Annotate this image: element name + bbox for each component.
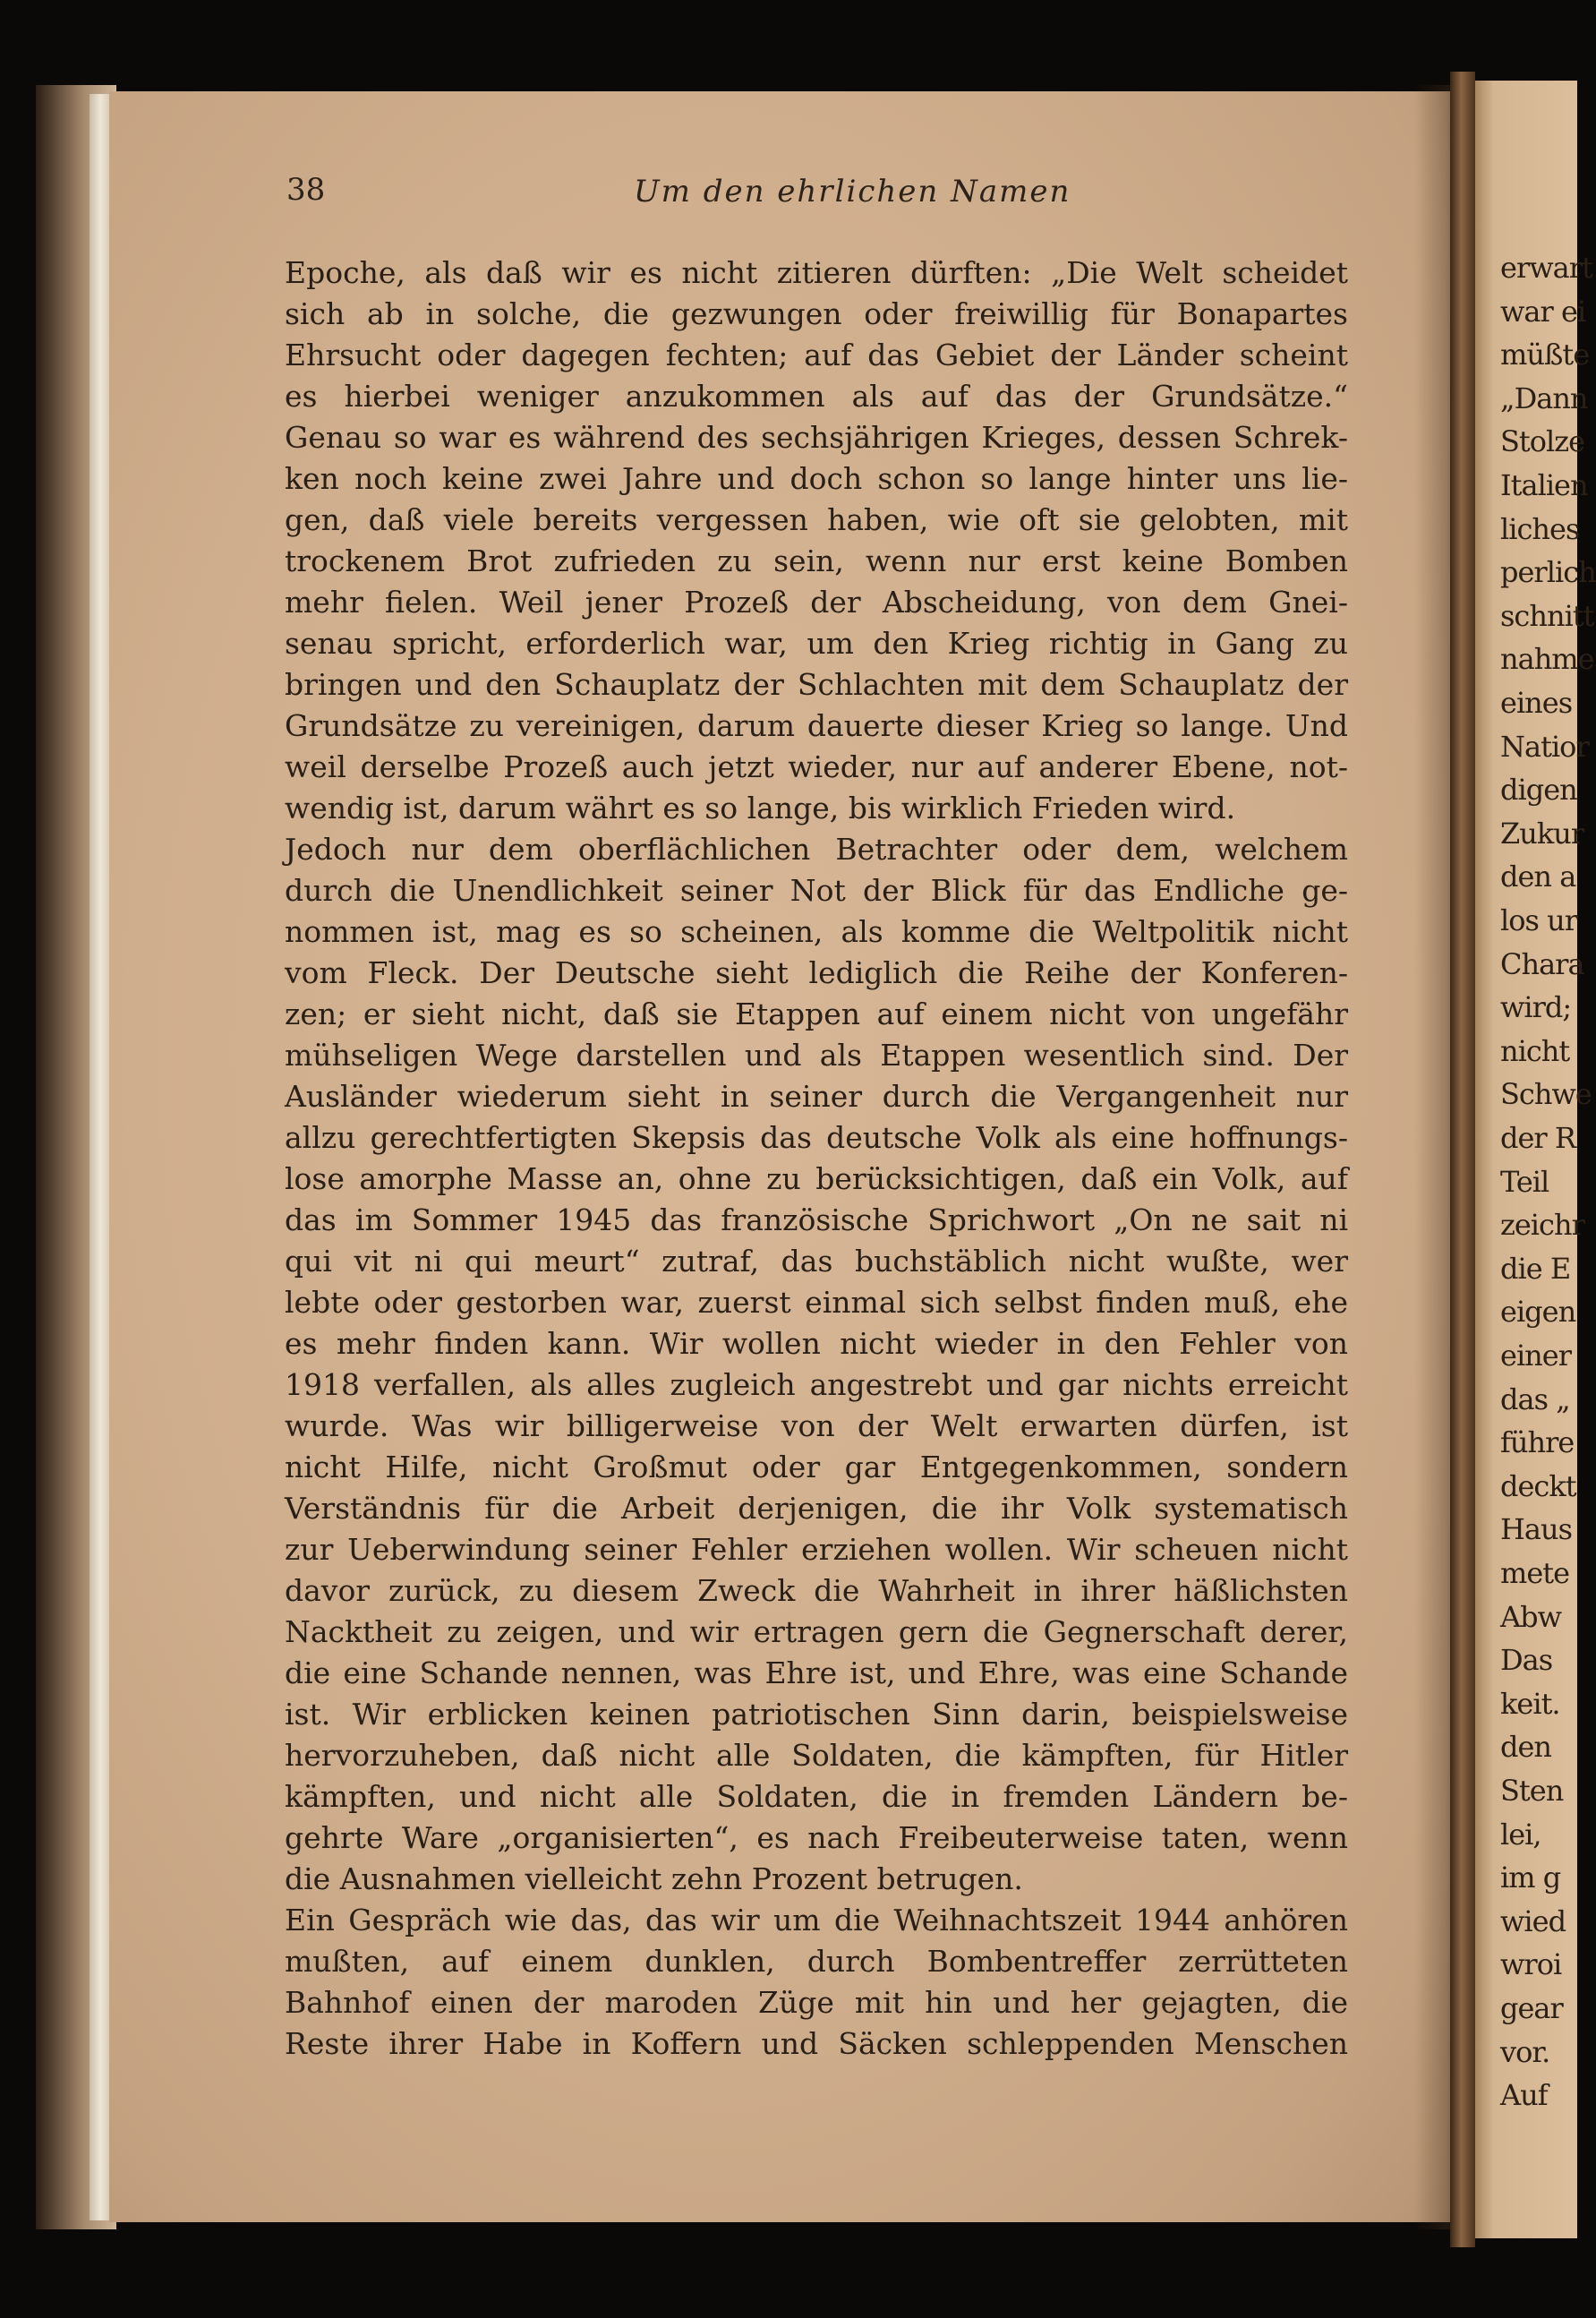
text-line: Genau so war es während des sechsjährigen Krieges, dessen Schrek- bbox=[285, 420, 1348, 455]
facing-page-fragment: im g bbox=[1500, 1860, 1561, 1895]
page-number: 38 bbox=[286, 172, 326, 208]
text-line: weil derselbe Prozeß auch jetzt wieder, nur auf anderer Ebene, not- bbox=[285, 749, 1348, 784]
text-line: gehrte Ware „organisierten“, es nach Freibeuterweise taten, wenn bbox=[285, 1820, 1348, 1855]
facing-page-fragment: perlich bbox=[1500, 555, 1596, 590]
facing-page-fragment: Italien bbox=[1500, 468, 1588, 502]
facing-page-fragment: los ur bbox=[1500, 903, 1577, 937]
text-line: hervorzuheben, daß nicht alle Soldaten, die kämpften, für Hitler bbox=[285, 1738, 1348, 1773]
facing-page-fragment: der R bbox=[1500, 1121, 1575, 1155]
text-line: gen, daß viele bereits vergessen haben, wie oft sie gelobten, mit bbox=[285, 502, 1348, 537]
facing-page-fragment: war ei bbox=[1500, 294, 1586, 329]
facing-page-fragment: mete bbox=[1500, 1556, 1570, 1590]
text-line: ist. Wir erblicken keinen patriotischen Sinn darin, beispielsweise bbox=[285, 1697, 1348, 1732]
text-line: allzu gerechtfertigten Skepsis das deutsche Volk als eine hoffnungs- bbox=[285, 1120, 1348, 1155]
text-line: Ein Gespräch wie das, das wir um die Weihnachtszeit 1944 anhören bbox=[285, 1903, 1348, 1937]
facing-page-fragment: keit. bbox=[1500, 1686, 1560, 1721]
text-line: mehr fielen. Weil jener Prozeß der Abscheidung, von dem Gnei- bbox=[285, 585, 1348, 620]
facing-page-fragment: Das bbox=[1500, 1643, 1553, 1678]
text-line: das im Sommer 1945 das französische Sprichwort „On ne sait ni bbox=[285, 1202, 1348, 1237]
body-text bbox=[285, 252, 1348, 2065]
text-line: es hierbei weniger anzukommen als auf das der Grundsätze.“ bbox=[285, 379, 1348, 414]
text-line: bringen und den Schauplatz der Schlachten mit dem Schauplatz der bbox=[285, 667, 1348, 702]
text-line: vom Fleck. Der Deutsche sieht lediglich die Reihe der Konferen- bbox=[285, 955, 1348, 990]
facing-page-fragment: gear bbox=[1500, 1991, 1563, 2025]
facing-page-fragment: Haus bbox=[1500, 1512, 1573, 1547]
facing-page-fragment: nahme bbox=[1500, 642, 1594, 677]
facing-page-fragment: einer bbox=[1500, 1339, 1572, 1373]
facing-page-fragment: Stolze bbox=[1500, 424, 1585, 459]
facing-page-fragment: die E bbox=[1500, 1251, 1571, 1286]
text-line: Epoche, als daß wir es nicht zitieren dürften: „Die Welt scheidet bbox=[285, 255, 1348, 290]
running-head bbox=[286, 172, 1361, 217]
text-line: die eine Schande nennen, was Ehre ist, und Ehre, was eine Schande bbox=[285, 1655, 1348, 1690]
facing-page-fragment: Sten bbox=[1500, 1774, 1564, 1808]
text-line: es mehr finden kann. Wir wollen nicht wieder in den Fehler von bbox=[285, 1326, 1348, 1361]
book-spine bbox=[1450, 72, 1475, 2247]
facing-page-fragment: Zukur bbox=[1500, 816, 1584, 851]
text-line: Reste ihrer Habe in Koffern und Säcken schleppenden Menschen bbox=[285, 2026, 1348, 2061]
facing-page-fragment: führe bbox=[1500, 1425, 1575, 1460]
facing-page-fragment: den a bbox=[1500, 860, 1576, 894]
facing-page-fragment: deckt bbox=[1500, 1468, 1576, 1503]
facing-page-fragment: wied bbox=[1500, 1903, 1566, 1938]
text-line: Grundsätze zu vereinigen, darum dauerte dieser Krieg so lange. Und bbox=[285, 708, 1348, 743]
text-line: wendig ist, darum währt es so lange, bis wirklich Frieden wird. bbox=[285, 791, 1236, 825]
text-line: nommen ist, mag es so scheinen, als komme die Weltpolitik nicht bbox=[285, 914, 1348, 949]
text-line: nicht Hilfe, nicht Großmut oder gar Entgegenkommen, sondern bbox=[285, 1450, 1348, 1484]
facing-page-fragment: Abw bbox=[1500, 1599, 1561, 1634]
facing-page-fragment: erwart bbox=[1500, 251, 1592, 285]
text-line: Jedoch nur dem oberflächlichen Betrachter oder dem, welchem bbox=[285, 832, 1348, 867]
left-page bbox=[109, 91, 1461, 2222]
facing-page-fragment: Auf bbox=[1500, 2078, 1548, 2113]
text-line: durch die Unendlichkeit seiner Not der Blick für das Endliche ge- bbox=[285, 873, 1348, 908]
text-line: Nacktheit zu zeigen, und wir ertragen gern die Gegnerschaft derer, bbox=[285, 1614, 1348, 1649]
text-line: Ausländer wiederum sieht in seiner durch die Vergangenheit nur bbox=[285, 1079, 1348, 1114]
facing-page-fragment: Teil bbox=[1500, 1164, 1549, 1199]
facing-page-fragment: das „ bbox=[1500, 1381, 1570, 1416]
text-line: Bahnhof einen der maroden Züge mit hin und her gejagten, die bbox=[285, 1985, 1348, 2020]
text-line: Verständnis für die Arbeit derjenigen, die ihr Volk systematisch bbox=[285, 1491, 1348, 1526]
facing-page-fragment: „Dann bbox=[1500, 381, 1588, 415]
facing-page-fragment: eines bbox=[1500, 686, 1573, 720]
facing-page-fragment: Chara bbox=[1500, 946, 1584, 981]
text-line: zen; er sieht nicht, daß sie Etappen auf einem nicht von ungefähr bbox=[285, 996, 1348, 1031]
facing-page-fragment: zeichr bbox=[1500, 1208, 1584, 1243]
facing-page-fragment: Schwe bbox=[1500, 1077, 1592, 1112]
facing-page-fragment: den bbox=[1500, 1730, 1552, 1765]
facing-page-fragment: digen bbox=[1500, 773, 1577, 808]
text-line: die Ausnahmen vielleicht zehn Prozent betrugen. bbox=[285, 1861, 1023, 1896]
text-line: lebte oder gestorben war, zuerst einmal sich selbst finden muß, ehe bbox=[285, 1285, 1348, 1320]
text-line: qui vit ni qui meurt“ zutraf, das buchstäblich nicht wußte, wer bbox=[285, 1244, 1348, 1279]
text-line: senau spricht, erforderlich war, um den Krieg richtig in Gang zu bbox=[285, 626, 1348, 661]
page-edge-highlight bbox=[90, 94, 111, 2220]
facing-page-fragment: eigen bbox=[1500, 1295, 1576, 1330]
text-line: mußten, auf einem dunklen, durch Bombentreffer zerrütteten bbox=[285, 1944, 1348, 1979]
facing-page bbox=[1475, 81, 1596, 2238]
facing-page-fragment: vor. bbox=[1500, 2034, 1550, 2069]
text-line: lose amorphe Masse an, ohne zu berücksichtigen, daß ein Volk, auf bbox=[285, 1161, 1348, 1196]
text-line: ken noch keine zwei Jahre und doch schon so lange hinter uns lie- bbox=[285, 461, 1348, 496]
facing-page-fragment: müßte bbox=[1500, 338, 1590, 372]
facing-page-fragment: Natior bbox=[1500, 729, 1589, 764]
facing-page-fragment: lei, bbox=[1500, 1817, 1541, 1852]
facing-page-fragment: nicht bbox=[1500, 1033, 1570, 1068]
text-line: sich ab in solche, die gezwungen oder freiwillig für Bonapartes bbox=[285, 296, 1348, 331]
text-line: mühseligen Wege darstellen und als Etappen wesentlich sind. Der bbox=[285, 1038, 1348, 1073]
facing-page-fragment: wird; bbox=[1500, 990, 1572, 1025]
text-line: kämpften, und nicht alle Soldaten, die in fremden Ländern be- bbox=[285, 1779, 1348, 1814]
text-line: Ehrsucht oder dagegen fechten; auf das Gebiet der Länder scheint bbox=[285, 338, 1348, 372]
text-line: zur Ueberwindung seiner Fehler erziehen wollen. Wir scheuen nicht bbox=[285, 1532, 1348, 1567]
facing-page-fragment: wroi bbox=[1500, 1947, 1562, 1982]
running-title: Um den ehrlichen Namen bbox=[634, 174, 1071, 210]
facing-page-fragment: schnitt bbox=[1500, 598, 1594, 633]
facing-page-fragment: liches bbox=[1500, 511, 1580, 546]
text-line: wurde. Was wir billigerweise von der Welt erwarten dürfen, ist bbox=[285, 1408, 1348, 1443]
text-line: davor zurück, zu diesem Zweck die Wahrheit in ihrer häßlichsten bbox=[285, 1573, 1348, 1608]
text-line: trockenem Brot zufrieden zu sein, wenn nur erst keine Bomben bbox=[285, 543, 1348, 578]
text-line: 1918 verfallen, als alles zugleich angestrebt und gar nichts erreicht bbox=[285, 1367, 1348, 1402]
